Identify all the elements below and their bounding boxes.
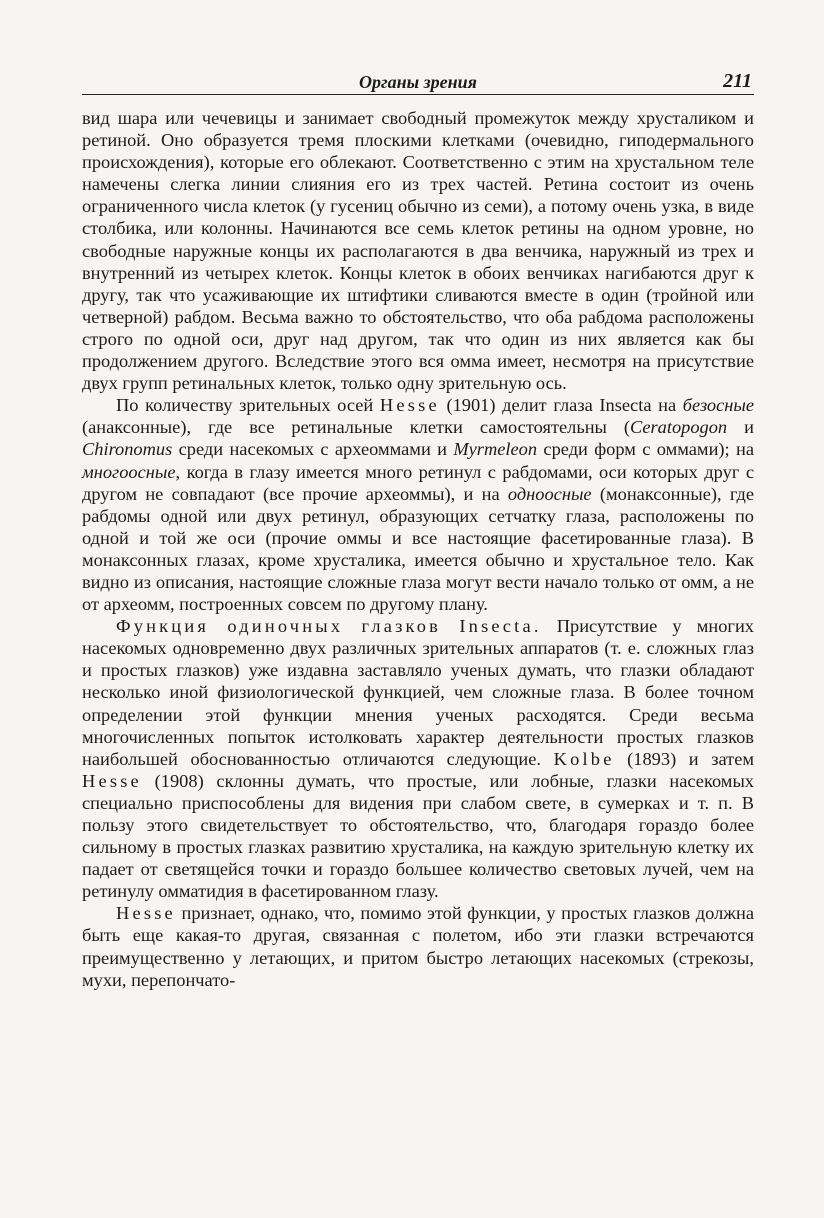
p2-text-8: (монаксонные), где рабдомы одной или двух ретинул, образующих сетчатку глаза, расположены по одной и той же оси (прочие оммы и все настоящие фасетированные глаза). В монаксонных глазах, кроме хрусталика, имеется обычно и хрустальное тело. Как видно из описания, настоящие сложные глаза могут вести начало только от омм, а не от археомм, построенных совсем по другому плану. [82,483,754,615]
p2-text-6: среди форм с оммами); на [537,439,754,460]
taxon-myrmeleon: Myrmeleon [453,439,538,460]
p3-text-3: (1908) склонны думать, что простые, или лобные, глазки насекомых специально приспособлены для видения при слабом свете, в сумерках и т. п. В пользу этого свидетельствует то обстоятельство, что, благодаря гораздо более сильному в простых глазках развитию хрусталика, на каждую зрительную клетку их падает от светящейся точки и гораздо большее количество световых лучей, чем на ретинулу омматидия в фасетированном глазу. [82,770,754,902]
author-hesse: Hesse [116,903,176,924]
term-odnoosnye: одноосные [507,483,592,504]
p3-text-1: Присутствие у многих насекомых одновременно двух различных зрительных аппаратов (т. е. сложных глаз и простых глазков) уже издавна заставляло ученых думать, что глазки обладают несколько иной физиологической функцией, чем сложные глаза. В более точном определении этой функции мнения ученых расходятся. Среди весьма многочисленных попыток истолковать характер деятельности простых глазков наибольшей обоснованностью отличаются следующие. [82,616,754,769]
p2-text-4: и [727,417,754,438]
page [82,70,754,991]
paragraph-1-text: вид шара или чечевицы и занимает свободный промежуток между хрусталиком и ретиной. Оно образуется тремя плоскими клетками (очевидно, гиподермального происхождения), которые его облекают. Соответственно с этим на хрустальном теле намечены слегка линии слияния его из трех частей. Ретина состоит из очень ограниченного числа клеток (у гусениц обычно из семи), а потому очень узка, в виде столбика, или колонны. Начинаются все семь клеток ретины на одном уровне, но свободные наружные концы их располагаются в два венчика, наружный из трех и внутренний из четырех клеток. Концы клеток в обоих венчиках нагибаются друг к другу, так что усаживающие их штифтики сливаются вместе в один (тройной или четверной) рабдом. Весьма важно то обстоятельство, что оба рабдома расположены строго по одной оси, друг над другом, так что один из них является как бы продолжением другого. Вследствие этого вся омма имеет, несмотря на присутствие двух групп ретинальных клеток, только одну зрительную ось. [82,108,754,394]
paragraph-2 [82,394,754,615]
term-bezosnye: безосные [682,395,754,416]
p2-text-3: (анаксонные), где все ретинальные клетки самостоятельны ( [82,417,631,438]
taxon-ceratopogon: Ceratopogon [630,417,728,438]
term-mnogoosnye: многоосные [82,461,176,482]
section-heading: Функция одиночных глазков Insecta. [116,616,542,637]
page-number: 211 [723,70,752,92]
p2-text-7: , когда в глазу имеется много ретинул с рабдомами, оси которых друг с другом не совпадают (все прочие археоммы), и на [82,461,754,504]
p3-text-2: (1893) и затем [614,748,755,769]
taxon-chironomus: Chironomus [82,439,173,460]
paragraph-3 [82,615,754,902]
paragraph-1 [82,107,754,394]
p4-text-1: признает, однако, что, помимо этой функции, у простых глазков должна быть еще какая-то другая, связанная с полетом, ибо эти глазки встречаются преимущественно у летающих, и притом быстро летающих насекомых (стрекозы, мухи, перепончато- [82,903,754,990]
p2-text-1: По количеству зрительных осей [116,395,380,416]
author-hesse: Hesse [379,395,440,416]
body-text [82,107,754,991]
author-hesse: Hesse [82,770,142,791]
running-header [82,70,754,95]
paragraph-4 [82,902,754,990]
p2-text-5: среди насекомых с археоммами и [172,439,454,460]
running-title: Органы зрения [359,72,477,92]
author-kolbe: Kolbe [553,748,615,769]
p2-text-2: (1901) делит глаза Insecta на [439,395,683,416]
